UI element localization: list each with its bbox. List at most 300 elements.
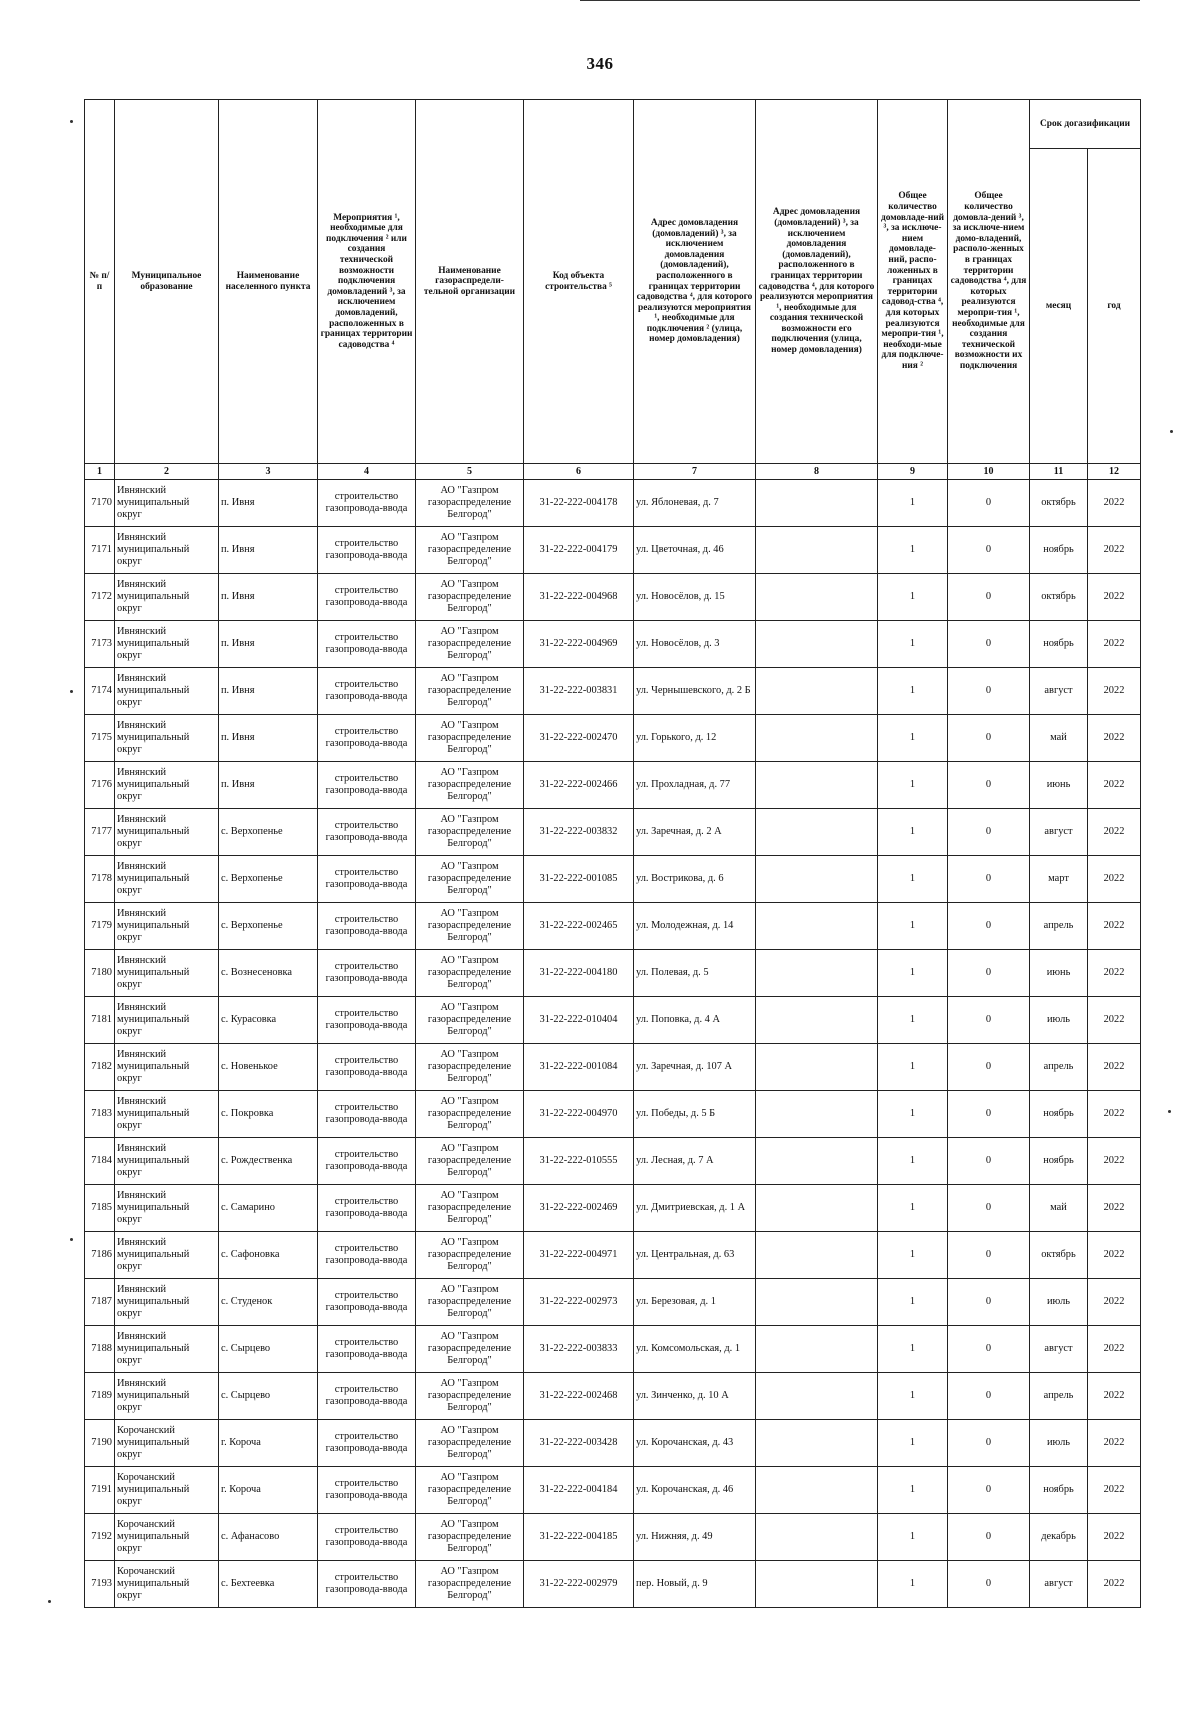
settlement-cell: с. Афанасово <box>219 1514 318 1561</box>
organization-cell: АО "Газпром газораспределение Белгород" <box>416 1467 524 1514</box>
month-cell: август <box>1030 668 1088 715</box>
count-capability-cell: 0 <box>948 1514 1030 1561</box>
row-number: 7189 <box>85 1373 115 1420</box>
works-cell: строительство газопровода-ввода <box>318 668 416 715</box>
address-cell: пер. Новый, д. 9 <box>634 1561 756 1608</box>
organization-cell: АО "Газпром газораспределение Белгород" <box>416 856 524 903</box>
count-capability-cell: 0 <box>948 1185 1030 1232</box>
object-code-cell: 31-22-222-002465 <box>524 903 634 950</box>
year-cell: 2022 <box>1088 715 1141 762</box>
municipality-cell: Ивнянский муниципальный округ <box>115 1091 219 1138</box>
organization-cell: АО "Газпром газораспределение Белгород" <box>416 1561 524 1608</box>
address-garden-cell <box>756 574 878 621</box>
address-garden-cell <box>756 1044 878 1091</box>
address-cell: ул. Прохладная, д. 77 <box>634 762 756 809</box>
object-code-cell: 31-22-222-001085 <box>524 856 634 903</box>
works-cell: строительство газопровода-ввода <box>318 574 416 621</box>
municipality-cell: Ивнянский муниципальный округ <box>115 950 219 997</box>
table-row <box>85 715 1141 762</box>
count-connection-cell: 1 <box>878 903 948 950</box>
municipality-cell: Ивнянский муниципальный округ <box>115 856 219 903</box>
settlement-cell: п. Ивня <box>219 574 318 621</box>
address-cell: ул. Дмитриевская, д. 1 А <box>634 1185 756 1232</box>
municipality-cell: Ивнянский муниципальный округ <box>115 1185 219 1232</box>
scan-speck <box>70 1238 73 1241</box>
organization-cell: АО "Газпром газораспределение Белгород" <box>416 1279 524 1326</box>
row-number: 7172 <box>85 574 115 621</box>
count-connection-cell: 1 <box>878 1232 948 1279</box>
organization-cell: АО "Газпром газораспределение Белгород" <box>416 1420 524 1467</box>
works-cell: строительство газопровода-ввода <box>318 1467 416 1514</box>
count-connection-cell: 1 <box>878 668 948 715</box>
month-cell: август <box>1030 1326 1088 1373</box>
count-connection-cell: 1 <box>878 950 948 997</box>
month-cell: июнь <box>1030 762 1088 809</box>
month-cell: март <box>1030 856 1088 903</box>
header-year: год <box>1088 149 1141 464</box>
settlement-cell: п. Ивня <box>219 480 318 527</box>
settlement-cell: с. Вознесеновка <box>219 950 318 997</box>
month-cell: октябрь <box>1030 1232 1088 1279</box>
address-garden-cell <box>756 621 878 668</box>
address-garden-cell <box>756 903 878 950</box>
object-code-cell: 31-22-222-004970 <box>524 1091 634 1138</box>
header-no: № п/п <box>85 100 115 464</box>
municipality-cell: Корочанский муниципальный округ <box>115 1420 219 1467</box>
address-cell: ул. Вострикова, д. 6 <box>634 856 756 903</box>
scan-speck <box>1168 1110 1171 1113</box>
top-rule <box>580 0 1140 1</box>
scan-speck <box>1170 430 1173 433</box>
works-cell: строительство газопровода-ввода <box>318 1279 416 1326</box>
works-cell: строительство газопровода-ввода <box>318 480 416 527</box>
table-row <box>85 1138 1141 1185</box>
month-cell: июль <box>1030 1420 1088 1467</box>
table-row <box>85 1467 1141 1514</box>
header-settlement: Наименование населенного пункта <box>219 100 318 464</box>
organization-cell: АО "Газпром газораспределение Белгород" <box>416 1044 524 1091</box>
count-capability-cell: 0 <box>948 950 1030 997</box>
count-capability-cell: 0 <box>948 1044 1030 1091</box>
count-connection-cell: 1 <box>878 1514 948 1561</box>
works-cell: строительство газопровода-ввода <box>318 1373 416 1420</box>
organization-cell: АО "Газпром газораспределение Белгород" <box>416 1326 524 1373</box>
header-org: Наименование газораспредели-тельной организации <box>416 100 524 464</box>
works-cell: строительство газопровода-ввода <box>318 997 416 1044</box>
count-capability-cell: 0 <box>948 1373 1030 1420</box>
address-garden-cell <box>756 1561 878 1608</box>
works-cell: строительство газопровода-ввода <box>318 1326 416 1373</box>
header-works: Мероприятия ¹, необходимые для подключения ² или создания технической возможности подключения домовладений ³, за исключением домовладений, расположенных в границах территории садоводства ⁴ <box>318 100 416 464</box>
count-capability-cell: 0 <box>948 1138 1030 1185</box>
object-code-cell: 31-22-222-003831 <box>524 668 634 715</box>
works-cell: строительство газопровода-ввода <box>318 1044 416 1091</box>
count-capability-cell: 0 <box>948 1232 1030 1279</box>
count-capability-cell: 0 <box>948 527 1030 574</box>
month-cell: август <box>1030 809 1088 856</box>
organization-cell: АО "Газпром газораспределение Белгород" <box>416 809 524 856</box>
address-garden-cell <box>756 1091 878 1138</box>
settlement-cell: с. Верхопенье <box>219 809 318 856</box>
month-cell: ноябрь <box>1030 621 1088 668</box>
column-index: 7 <box>634 464 756 480</box>
table-row <box>85 1185 1141 1232</box>
year-cell: 2022 <box>1088 574 1141 621</box>
works-cell: строительство газопровода-ввода <box>318 1514 416 1561</box>
object-code-cell: 31-22-222-004185 <box>524 1514 634 1561</box>
count-capability-cell: 0 <box>948 1279 1030 1326</box>
row-number: 7181 <box>85 997 115 1044</box>
year-cell: 2022 <box>1088 1232 1141 1279</box>
address-cell: ул. Заречная, д. 2 А <box>634 809 756 856</box>
address-cell: ул. Зинченко, д. 10 А <box>634 1373 756 1420</box>
address-cell: ул. Центральная, д. 63 <box>634 1232 756 1279</box>
scan-speck <box>70 120 73 123</box>
works-cell: строительство газопровода-ввода <box>318 715 416 762</box>
municipality-cell: Ивнянский муниципальный округ <box>115 480 219 527</box>
month-cell: август <box>1030 1561 1088 1608</box>
year-cell: 2022 <box>1088 997 1141 1044</box>
address-garden-cell <box>756 1232 878 1279</box>
month-cell: июль <box>1030 997 1088 1044</box>
count-connection-cell: 1 <box>878 1279 948 1326</box>
address-cell: ул. Березовая, д. 1 <box>634 1279 756 1326</box>
municipality-cell: Ивнянский муниципальный округ <box>115 1373 219 1420</box>
row-number: 7175 <box>85 715 115 762</box>
settlement-cell: п. Ивня <box>219 527 318 574</box>
year-cell: 2022 <box>1088 762 1141 809</box>
year-cell: 2022 <box>1088 1279 1141 1326</box>
year-cell: 2022 <box>1088 903 1141 950</box>
month-cell: июнь <box>1030 950 1088 997</box>
month-cell: май <box>1030 1185 1088 1232</box>
year-cell: 2022 <box>1088 1185 1141 1232</box>
row-number: 7178 <box>85 856 115 903</box>
organization-cell: АО "Газпром газораспределение Белгород" <box>416 668 524 715</box>
column-index: 12 <box>1088 464 1141 480</box>
year-cell: 2022 <box>1088 1091 1141 1138</box>
table-row <box>85 1561 1141 1608</box>
table-row <box>85 950 1141 997</box>
header-address-garden: Адрес домовладения (домовладений) ³, за исключением домовладения (домовладений), расположенного в границах территории садоводства ⁴, для которого реализуются мероприятия ¹, необходимые для создания технической возможности его подключения (улица, номер домовладения) <box>756 100 878 464</box>
table-row <box>85 1514 1141 1561</box>
object-code-cell: 31-22-222-002466 <box>524 762 634 809</box>
month-cell: октябрь <box>1030 480 1088 527</box>
header-municipality: Муниципальное образование <box>115 100 219 464</box>
address-garden-cell <box>756 809 878 856</box>
year-cell: 2022 <box>1088 1561 1141 1608</box>
settlement-cell: п. Ивня <box>219 668 318 715</box>
year-cell: 2022 <box>1088 1138 1141 1185</box>
organization-cell: АО "Газпром газораспределение Белгород" <box>416 1514 524 1561</box>
column-index: 10 <box>948 464 1030 480</box>
count-capability-cell: 0 <box>948 809 1030 856</box>
count-capability-cell: 0 <box>948 856 1030 903</box>
address-garden-cell <box>756 1185 878 1232</box>
settlement-cell: с. Курасовка <box>219 997 318 1044</box>
settlement-cell: с. Студенок <box>219 1279 318 1326</box>
organization-cell: АО "Газпром газораспределение Белгород" <box>416 621 524 668</box>
address-garden-cell <box>756 1420 878 1467</box>
address-cell: ул. Победы, д. 5 Б <box>634 1091 756 1138</box>
count-connection-cell: 1 <box>878 621 948 668</box>
table-row <box>85 1279 1141 1326</box>
count-connection-cell: 1 <box>878 997 948 1044</box>
header-month: месяц <box>1030 149 1088 464</box>
count-connection-cell: 1 <box>878 715 948 762</box>
municipality-cell: Ивнянский муниципальный округ <box>115 574 219 621</box>
count-capability-cell: 0 <box>948 480 1030 527</box>
address-garden-cell <box>756 715 878 762</box>
municipality-cell: Ивнянский муниципальный округ <box>115 1326 219 1373</box>
object-code-cell: 31-22-222-004178 <box>524 480 634 527</box>
year-cell: 2022 <box>1088 1373 1141 1420</box>
object-code-cell: 31-22-222-003428 <box>524 1420 634 1467</box>
settlement-cell: с. Рождественка <box>219 1138 318 1185</box>
row-number: 7191 <box>85 1467 115 1514</box>
year-cell: 2022 <box>1088 1044 1141 1091</box>
settlement-cell: с. Верхопенье <box>219 903 318 950</box>
object-code-cell: 31-22-222-004969 <box>524 621 634 668</box>
year-cell: 2022 <box>1088 950 1141 997</box>
works-cell: строительство газопровода-ввода <box>318 1561 416 1608</box>
settlement-cell: п. Ивня <box>219 715 318 762</box>
address-garden-cell <box>756 762 878 809</box>
municipality-cell: Корочанский муниципальный округ <box>115 1514 219 1561</box>
count-connection-cell: 1 <box>878 1185 948 1232</box>
municipality-cell: Ивнянский муниципальный округ <box>115 668 219 715</box>
settlement-cell: с. Сырцево <box>219 1326 318 1373</box>
row-number: 7183 <box>85 1091 115 1138</box>
count-connection-cell: 1 <box>878 809 948 856</box>
settlement-cell: г. Короча <box>219 1420 318 1467</box>
scan-speck <box>70 690 73 693</box>
address-cell: ул. Молодежная, д. 14 <box>634 903 756 950</box>
table-body <box>85 480 1141 1608</box>
organization-cell: АО "Газпром газораспределение Белгород" <box>416 480 524 527</box>
count-capability-cell: 0 <box>948 1467 1030 1514</box>
organization-cell: АО "Газпром газораспределение Белгород" <box>416 1091 524 1138</box>
works-cell: строительство газопровода-ввода <box>318 809 416 856</box>
column-index: 4 <box>318 464 416 480</box>
row-number: 7185 <box>85 1185 115 1232</box>
settlement-cell: с. Покровка <box>219 1091 318 1138</box>
table-row <box>85 856 1141 903</box>
municipality-cell: Ивнянский муниципальный округ <box>115 809 219 856</box>
works-cell: строительство газопровода-ввода <box>318 856 416 903</box>
year-cell: 2022 <box>1088 1514 1141 1561</box>
row-number: 7171 <box>85 527 115 574</box>
settlement-cell: с. Новенькое <box>219 1044 318 1091</box>
count-connection-cell: 1 <box>878 856 948 903</box>
column-index: 1 <box>85 464 115 480</box>
month-cell: апрель <box>1030 1044 1088 1091</box>
table-row <box>85 1091 1141 1138</box>
count-connection-cell: 1 <box>878 1091 948 1138</box>
works-cell: строительство газопровода-ввода <box>318 950 416 997</box>
works-cell: строительство газопровода-ввода <box>318 527 416 574</box>
year-cell: 2022 <box>1088 480 1141 527</box>
table-row <box>85 903 1141 950</box>
header-count-capability: Общее количество домовла-дений ³, за исключе-нием домо-владений, располо-женных в границах территории садоводства ⁴, для которых реализуются меропри-тия ¹, необходимые для создания технической возможности их подключения <box>948 100 1030 464</box>
year-cell: 2022 <box>1088 1420 1141 1467</box>
object-code-cell: 31-22-222-002469 <box>524 1185 634 1232</box>
organization-cell: АО "Газпром газораспределение Белгород" <box>416 1373 524 1420</box>
row-number: 7176 <box>85 762 115 809</box>
works-cell: строительство газопровода-ввода <box>318 903 416 950</box>
month-cell: июль <box>1030 1279 1088 1326</box>
count-connection-cell: 1 <box>878 1467 948 1514</box>
address-garden-cell <box>756 997 878 1044</box>
address-garden-cell <box>756 1138 878 1185</box>
municipality-cell: Ивнянский муниципальный округ <box>115 715 219 762</box>
header-code: Код объекта строительства ⁵ <box>524 100 634 464</box>
year-cell: 2022 <box>1088 809 1141 856</box>
month-cell: ноябрь <box>1030 1467 1088 1514</box>
count-connection-cell: 1 <box>878 527 948 574</box>
row-number: 7192 <box>85 1514 115 1561</box>
count-connection-cell: 1 <box>878 480 948 527</box>
table-row <box>85 1044 1141 1091</box>
organization-cell: АО "Газпром газораспределение Белгород" <box>416 574 524 621</box>
object-code-cell: 31-22-222-003832 <box>524 809 634 856</box>
gasification-table <box>84 99 1141 1608</box>
count-connection-cell: 1 <box>878 1044 948 1091</box>
count-capability-cell: 0 <box>948 997 1030 1044</box>
row-number: 7179 <box>85 903 115 950</box>
table-row <box>85 1373 1141 1420</box>
count-capability-cell: 0 <box>948 1326 1030 1373</box>
month-cell: ноябрь <box>1030 1138 1088 1185</box>
organization-cell: АО "Газпром газораспределение Белгород" <box>416 997 524 1044</box>
municipality-cell: Ивнянский муниципальный округ <box>115 1044 219 1091</box>
object-code-cell: 31-22-222-004971 <box>524 1232 634 1279</box>
year-cell: 2022 <box>1088 621 1141 668</box>
object-code-cell: 31-22-222-002973 <box>524 1279 634 1326</box>
count-connection-cell: 1 <box>878 1420 948 1467</box>
municipality-cell: Ивнянский муниципальный округ <box>115 621 219 668</box>
count-capability-cell: 0 <box>948 574 1030 621</box>
count-connection-cell: 1 <box>878 1138 948 1185</box>
row-number: 7188 <box>85 1326 115 1373</box>
address-garden-cell <box>756 527 878 574</box>
settlement-cell: с. Верхопенье <box>219 856 318 903</box>
row-number: 7177 <box>85 809 115 856</box>
object-code-cell: 31-22-222-010404 <box>524 997 634 1044</box>
column-index: 5 <box>416 464 524 480</box>
municipality-cell: Ивнянский муниципальный округ <box>115 997 219 1044</box>
settlement-cell: г. Короча <box>219 1467 318 1514</box>
month-cell: декабрь <box>1030 1514 1088 1561</box>
count-capability-cell: 0 <box>948 1091 1030 1138</box>
count-capability-cell: 0 <box>948 903 1030 950</box>
count-connection-cell: 1 <box>878 1326 948 1373</box>
object-code-cell: 31-22-222-004180 <box>524 950 634 997</box>
month-cell: ноябрь <box>1030 1091 1088 1138</box>
month-cell: апрель <box>1030 903 1088 950</box>
header-deadline: Срок догазификации <box>1030 100 1141 149</box>
address-garden-cell <box>756 950 878 997</box>
row-number: 7187 <box>85 1279 115 1326</box>
header-count-connection: Общее количество домовладе-ний ³, за исключе-нием домовладе-ний, распо-ложенных в границах территории садовод-ства ⁴, для которых реализуются меропри-тия ¹, необходи-мые для подключе-ния ² <box>878 100 948 464</box>
address-cell: ул. Поповка, д. 4 А <box>634 997 756 1044</box>
address-cell: ул. Чернышевского, д. 2 Б <box>634 668 756 715</box>
address-cell: ул. Корочанская, д. 46 <box>634 1467 756 1514</box>
column-index: 8 <box>756 464 878 480</box>
table-row <box>85 574 1141 621</box>
works-cell: строительство газопровода-ввода <box>318 762 416 809</box>
count-capability-cell: 0 <box>948 668 1030 715</box>
address-cell: ул. Заречная, д. 107 А <box>634 1044 756 1091</box>
count-connection-cell: 1 <box>878 762 948 809</box>
count-connection-cell: 1 <box>878 1373 948 1420</box>
table-row <box>85 997 1141 1044</box>
row-number: 7184 <box>85 1138 115 1185</box>
count-connection-cell: 1 <box>878 574 948 621</box>
address-cell: ул. Новосёлов, д. 15 <box>634 574 756 621</box>
scan-speck <box>48 1600 51 1603</box>
column-index: 2 <box>115 464 219 480</box>
row-number: 7182 <box>85 1044 115 1091</box>
address-cell: ул. Корочанская, д. 43 <box>634 1420 756 1467</box>
address-garden-cell <box>756 1467 878 1514</box>
address-garden-cell <box>756 1373 878 1420</box>
row-number: 7193 <box>85 1561 115 1608</box>
row-number: 7170 <box>85 480 115 527</box>
row-number: 7186 <box>85 1232 115 1279</box>
object-code-cell: 31-22-222-001084 <box>524 1044 634 1091</box>
municipality-cell: Корочанский муниципальный округ <box>115 1467 219 1514</box>
organization-cell: АО "Газпром газораспределение Белгород" <box>416 762 524 809</box>
municipality-cell: Ивнянский муниципальный округ <box>115 762 219 809</box>
address-garden-cell <box>756 856 878 903</box>
municipality-cell: Ивнянский муниципальный округ <box>115 527 219 574</box>
row-number: 7180 <box>85 950 115 997</box>
settlement-cell: п. Ивня <box>219 762 318 809</box>
object-code-cell: 31-22-222-004968 <box>524 574 634 621</box>
month-cell: апрель <box>1030 1373 1088 1420</box>
address-garden-cell <box>756 668 878 715</box>
table-row <box>85 809 1141 856</box>
month-cell: май <box>1030 715 1088 762</box>
address-cell: ул. Нижняя, д. 49 <box>634 1514 756 1561</box>
settlement-cell: с. Сырцево <box>219 1373 318 1420</box>
row-number: 7190 <box>85 1420 115 1467</box>
address-cell: ул. Яблоневая, д. 7 <box>634 480 756 527</box>
organization-cell: АО "Газпром газораспределение Белгород" <box>416 1185 524 1232</box>
count-capability-cell: 0 <box>948 715 1030 762</box>
organization-cell: АО "Газпром газораспределение Белгород" <box>416 903 524 950</box>
organization-cell: АО "Газпром газораспределение Белгород" <box>416 1138 524 1185</box>
month-cell: ноябрь <box>1030 527 1088 574</box>
works-cell: строительство газопровода-ввода <box>318 1185 416 1232</box>
organization-cell: АО "Газпром газораспределение Белгород" <box>416 527 524 574</box>
municipality-cell: Ивнянский муниципальный округ <box>115 903 219 950</box>
object-code-cell: 31-22-222-002979 <box>524 1561 634 1608</box>
settlement-cell: с. Самарино <box>219 1185 318 1232</box>
address-cell: ул. Новосёлов, д. 3 <box>634 621 756 668</box>
settlement-cell: с. Бехтеевка <box>219 1561 318 1608</box>
object-code-cell: 31-22-222-003833 <box>524 1326 634 1373</box>
year-cell: 2022 <box>1088 668 1141 715</box>
organization-cell: АО "Газпром газораспределение Белгород" <box>416 950 524 997</box>
year-cell: 2022 <box>1088 527 1141 574</box>
table-row <box>85 1232 1141 1279</box>
table-row <box>85 762 1141 809</box>
municipality-cell: Ивнянский муниципальный округ <box>115 1138 219 1185</box>
works-cell: строительство газопровода-ввода <box>318 1091 416 1138</box>
address-cell: ул. Горького, д. 12 <box>634 715 756 762</box>
